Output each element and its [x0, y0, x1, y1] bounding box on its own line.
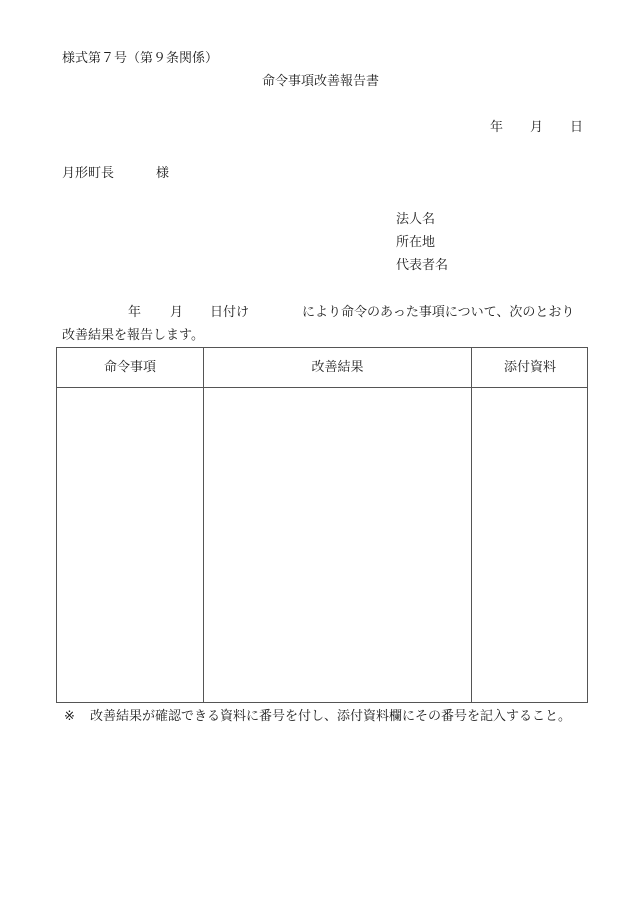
- reference-month-label: 月: [170, 305, 184, 320]
- report-table: [56, 347, 588, 703]
- date-year-label: 年: [490, 120, 504, 135]
- address-label: 所在地: [396, 235, 436, 250]
- order-items-cell[interactable]: [57, 388, 203, 702]
- improvement-results-cell[interactable]: [204, 388, 471, 702]
- corporation-name-label: 法人名: [396, 212, 436, 227]
- document-title: 命令事項改善報告書: [262, 74, 380, 89]
- date-month-label: 月: [530, 120, 544, 135]
- header-improvement-results: 改善結果: [311, 360, 364, 375]
- addressee-name: 月形町長: [62, 166, 115, 181]
- reference-dated-label: 日付け: [210, 305, 250, 320]
- attachments-cell[interactable]: [472, 388, 588, 702]
- representative-name-label: 代表者名: [396, 258, 449, 273]
- date-day-label: 日: [570, 120, 584, 135]
- form-number: 様式第７号（第９条関係）: [62, 51, 219, 66]
- body-text-line2: 改善結果を報告します。: [62, 328, 204, 343]
- header-attachments: 添付資料: [503, 360, 556, 375]
- note-mark: ※: [64, 709, 75, 724]
- body-text-line1: により命令のあった事項について、次のとおり: [302, 305, 575, 320]
- reference-year-label: 年: [128, 305, 142, 320]
- addressee-honorific: 様: [156, 166, 170, 181]
- footnote-text: 改善結果が確認できる資料に番号を付し、添付資料欄にその番号を記入すること。: [90, 709, 572, 724]
- header-order-items: 命令事項: [103, 360, 156, 375]
